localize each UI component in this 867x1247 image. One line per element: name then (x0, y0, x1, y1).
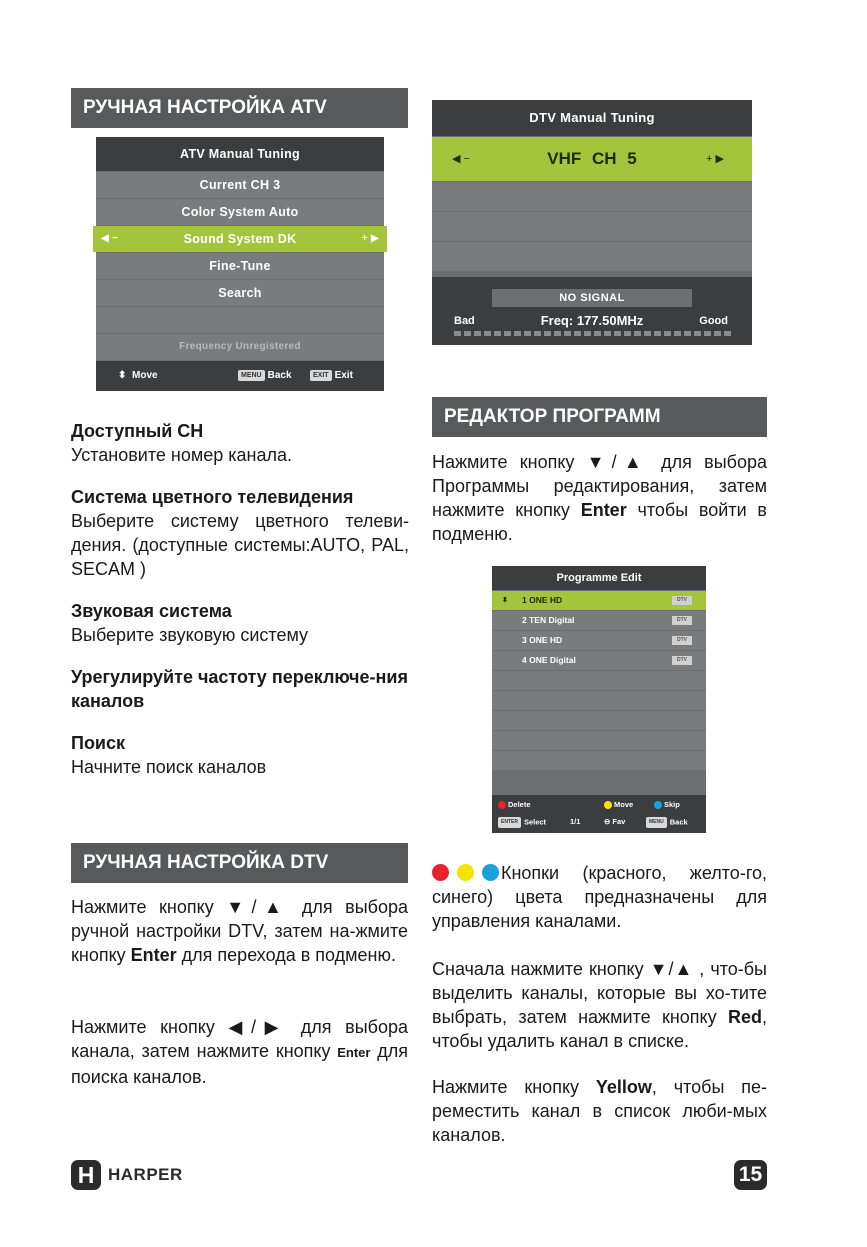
programme-blank-row (492, 731, 706, 750)
programme-edit-title: Programme Edit (492, 566, 706, 590)
atv-item-search[interactable]: Search (96, 280, 384, 306)
prog-paragraph-2: Кнопки (красного, желто-го, синего) цвета предназначены для управления каналами. (432, 863, 767, 931)
left-description (71, 419, 409, 779)
dtv-channel-row[interactable] (432, 137, 752, 181)
dtv-blank-row (432, 182, 752, 211)
text-search: Начните поиск каналов (71, 757, 267, 777)
heading-fine-tune: Урегулируйте частоту переключе-ния каналов (71, 667, 408, 711)
menu-key-icon: MENU (238, 370, 265, 381)
atv-section-heading: РУЧНАЯ НАСТРОЙКА ATV (71, 88, 408, 128)
prog-paragraph-4: Нажмите кнопку Yellow, чтобы пе-реместить канал в список люби-мых каналов. (432, 1077, 767, 1145)
back-hint: MENU Back (646, 817, 688, 828)
enter-key-label: Enter (337, 1045, 371, 1060)
heading-search: Поиск (71, 733, 126, 753)
dtv-blank-row (432, 212, 752, 241)
programme-edit-screen (492, 566, 706, 833)
atv-item-color-system[interactable]: Color System Auto (96, 199, 384, 225)
back-hint: Back (267, 370, 292, 381)
atv-item-current-ch[interactable]: Current CH 3 (96, 172, 384, 198)
enter-key-label: Enter (130, 945, 177, 965)
select-hint: ENTER Select (498, 817, 546, 828)
dtv-channel-value: VHF CH 5 (547, 149, 637, 168)
move-hint: Move (132, 370, 158, 381)
dtv-signal-panel (432, 277, 752, 345)
heading-sound-system: Звуковая система (71, 601, 232, 621)
programme-blank-row (492, 691, 706, 710)
skip-hint: Skip (654, 800, 680, 809)
atv-menu-title: ATV Manual Tuning (96, 137, 384, 171)
programme-row[interactable]: 3 ONE HD DTV (492, 631, 706, 650)
programme-blank-row (492, 751, 706, 770)
dtv-section-heading: РУЧНАЯ НАСТРОЙКА DTV (71, 843, 408, 883)
left-arrow-icon: ◀ − (101, 233, 119, 244)
blue-dot-icon (654, 801, 662, 809)
page-number: 15 (734, 1160, 767, 1190)
atv-blank-row (96, 307, 384, 333)
programme-edit-footer (492, 795, 706, 833)
right-arrow-icon: + ▶ (706, 153, 724, 165)
atv-item-fine-tune[interactable]: Fine-Tune (96, 253, 384, 279)
atv-menu-footer (96, 361, 384, 391)
harper-logo-icon: H (71, 1160, 101, 1190)
heading-color-system: Система цветного телевидения (71, 487, 354, 507)
programme-blank-row (492, 711, 706, 730)
prog-section-heading: РЕДАКТОР ПРОГРАММ (432, 397, 767, 437)
atv-menu-screen (96, 137, 384, 391)
yellow-button-icon (457, 864, 474, 881)
enter-key-label: Enter (580, 500, 627, 520)
signal-meter (454, 331, 732, 336)
dtv-blank-row (432, 242, 752, 271)
exit-hint: Exit (334, 370, 353, 381)
red-key-label: Red (727, 1007, 762, 1027)
dtv-badge: DTV (672, 596, 692, 605)
atv-frequency-status: Frequency Unregistered (96, 334, 384, 360)
menu-key-icon: MENU (646, 817, 667, 828)
prog-paragraph-1: Нажмите кнопку ▼/▲ для выбора Программы редактирования, затем нажмите кнопку Enter чтобы войти в подменю. (432, 452, 767, 544)
blue-button-icon (482, 864, 499, 881)
yellow-key-label: Yellow (595, 1077, 652, 1097)
text-available-ch: Установите номер канала. (71, 445, 293, 465)
prog-paragraph-3: Сначала нажмите кнопку ▼/▲ , что-бы выделить каналы, которые вы хо-тите выбрать, затем нажмите кнопку Red, чтобы удалить канал в списке. (432, 959, 767, 1051)
dtv-paragraph-1: Нажмите кнопку ▼/▲ для выбора ручной настройки DTV, затем на-жмите кнопку Enter для перехода в подменю. (71, 897, 408, 965)
red-button-icon (432, 864, 449, 881)
text-sound-system: Выберите звуковую систему (71, 625, 309, 645)
no-signal-label: NO SIGNAL (492, 289, 692, 307)
yellow-dot-icon (604, 801, 612, 809)
move-hint: Move (604, 800, 633, 809)
dtv-paragraph-2: Нажмите кнопку ◀/▶ для выбора канала, затем нажмите кнопку Enter для поиска каналов. (71, 1017, 408, 1087)
enter-key-icon: ENTER (498, 817, 521, 828)
dtv-badge: DTV (672, 636, 692, 645)
updown-arrow-icon: ⬍ (118, 370, 127, 381)
dtv-menu-screen (432, 100, 752, 345)
heading-available-ch: Доступный CH (71, 421, 204, 441)
good-label: Good (699, 315, 728, 327)
right-arrow-icon: + ▶ (361, 233, 379, 244)
updown-arrow-icon: ⬍ (502, 597, 508, 604)
programme-row[interactable]: ⬍ 1 ONE HD DTV (492, 591, 706, 610)
frequency-readout: Freq: 177.50MHz (540, 313, 644, 328)
fav-hint: ⊖ Fav (604, 817, 626, 826)
programme-blank-row (492, 671, 706, 690)
programme-row[interactable]: 4 ONE Digital DTV (492, 651, 706, 670)
programme-row[interactable]: 2 TEN Digital DTV (492, 611, 706, 630)
dtv-menu-title: DTV Manual Tuning (432, 100, 752, 136)
atv-item-sound-system[interactable]: ◀ − Sound System DK + ▶ (93, 226, 387, 252)
brand-name: HARPER (108, 1165, 183, 1184)
bad-label: Bad (454, 315, 475, 327)
red-dot-icon (498, 801, 506, 809)
dtv-badge: DTV (672, 656, 692, 665)
left-arrow-icon: ◀ − (452, 153, 470, 165)
delete-hint: Delete (498, 800, 531, 809)
text-color-system: Выберите систему цветного телеви-дения. (доступные системы:AUTO, PAL, SECAM ) (71, 511, 409, 579)
exit-key-icon: EXIT (310, 370, 332, 381)
page-indicator: 1/1 (570, 817, 581, 826)
dtv-badge: DTV (672, 616, 692, 625)
fav-icon: ⊖ (604, 817, 613, 826)
